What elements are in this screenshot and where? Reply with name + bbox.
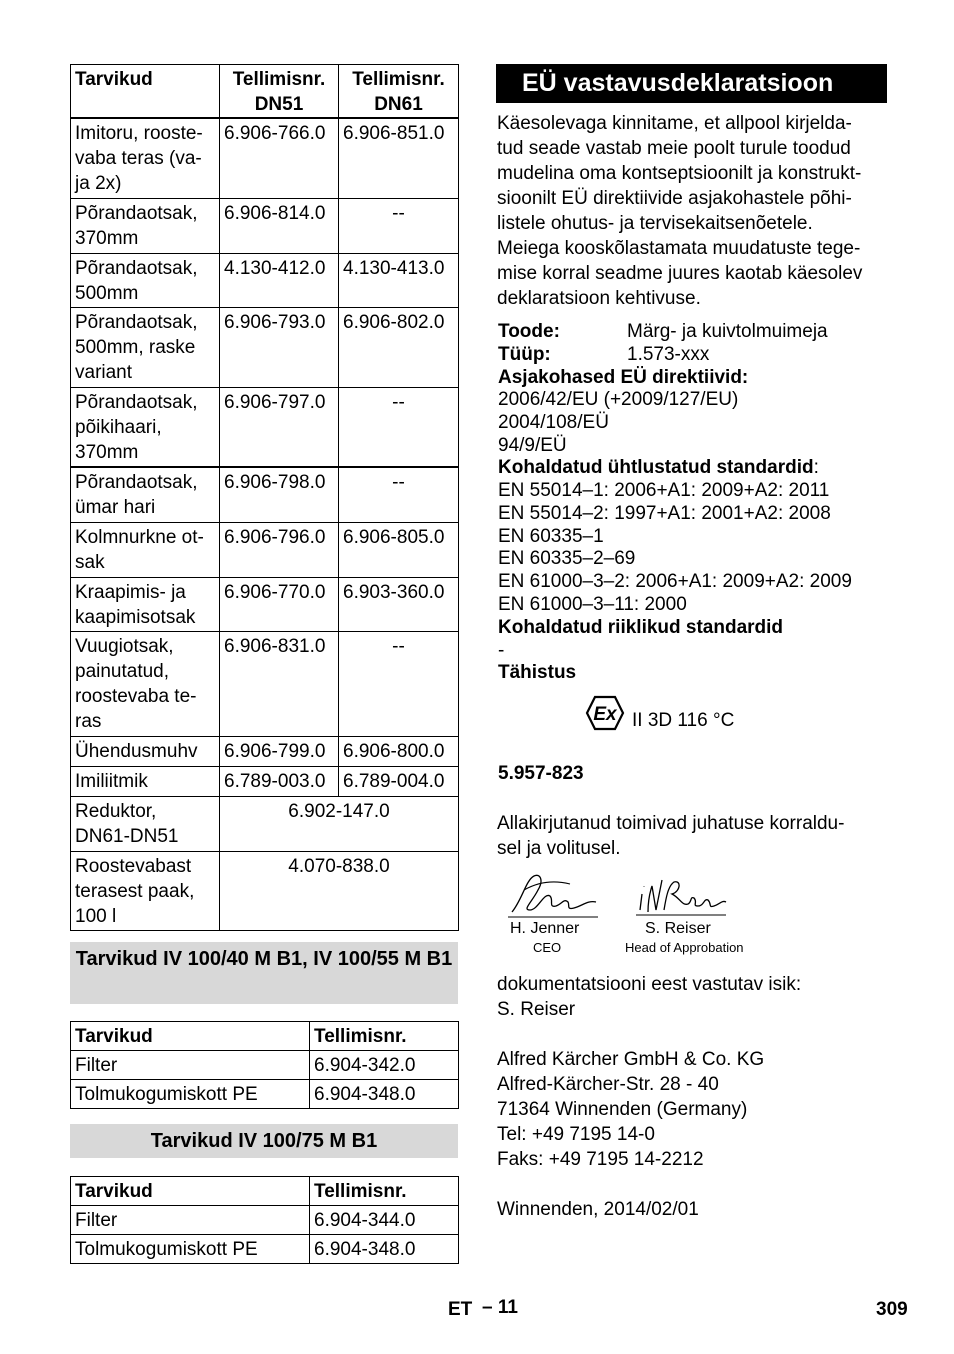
col-header-dn61: Tellimisnr. DN61 — [339, 65, 459, 119]
accessory-name: Filter — [71, 1206, 310, 1235]
statement-line: sel ja volitusel. — [497, 838, 621, 859]
order-no-dn61: 4.130-413.0 — [339, 253, 459, 307]
standard-item: EN 55014–1: 2006+A1: 2009+A2: 2011 — [498, 480, 830, 501]
order-no-dn61: 6.906-851.0 — [339, 118, 459, 198]
table-row — [71, 198, 459, 253]
order-no-dn61: 6.903-360.0 — [339, 577, 459, 631]
responsible-name: S. Reiser — [497, 999, 576, 1020]
accessory-name: Ühendusmuhv — [71, 736, 220, 766]
order-no-dn61: 6.906-805.0 — [339, 522, 459, 577]
svg-text:Ex: Ex — [593, 704, 617, 725]
table-header-row — [71, 1177, 459, 1206]
accessory-name: Roostevabast terasest paak, 100 l — [71, 851, 220, 930]
marking-label: Tähistus — [498, 662, 577, 683]
table-row — [71, 631, 459, 736]
table-row — [71, 467, 459, 522]
table-row — [71, 1206, 459, 1235]
accessory-name: Reduktor, DN61-DN51 — [71, 796, 220, 851]
table-row — [71, 253, 459, 307]
order-no-dn61: 6.906-800.0 — [339, 736, 459, 766]
table-header-row — [71, 1022, 459, 1051]
order-no-dn51: 6.906-797.0 — [220, 387, 339, 467]
responsible-label: dokumentatsiooni eest vastutav isik: — [497, 974, 802, 995]
address-line: Alfred-Kärcher-Str. 28 - 40 — [497, 1074, 719, 1095]
table-row — [71, 736, 459, 766]
accessory-name: Põrandaotsak, põikihaari, 370mm — [71, 387, 220, 467]
standard-item: EN 55014–2: 1997+A1: 2001+A2: 2008 — [498, 503, 831, 524]
type-value: 1.573-xxx — [627, 344, 710, 365]
company-address — [497, 1047, 897, 1172]
accessory-name: Tolmukogumiskott PE — [71, 1080, 310, 1109]
address-line: Tel: +49 7195 14-0 — [497, 1124, 655, 1145]
table-row — [71, 766, 459, 796]
intro-line: mise korral seadme juures kaotab käesolev — [497, 263, 863, 284]
standard-item: EN 61000–3–2: 2006+A1: 2009+A2: 2009 — [498, 571, 852, 592]
order-no: 6.904-348.0 — [310, 1080, 459, 1109]
section-heading-iv100-75: Tarvikud IV 100/75 M B1 — [70, 1124, 458, 1158]
intro-line: mudelina oma kontseptsioonilt ja konstrukt- — [497, 163, 862, 184]
intro-line: listele ohutus- ja tervisekaitsenõetele. — [497, 213, 813, 234]
order-no: 6.904-342.0 — [310, 1051, 459, 1080]
responsible-person — [497, 972, 897, 1022]
accessory-name: Kraapimis- ja kaapimisotsak — [71, 577, 220, 631]
accessory-name: Imiliitmik — [71, 766, 220, 796]
accessory-name: Kolmnurkne ot-sak — [71, 522, 220, 577]
footer-section-page: – 11 — [482, 1297, 518, 1318]
declaration-title: EÜ vastavusdeklaratsioon — [496, 64, 887, 103]
col-header-order-no: Tellimisnr. — [310, 1022, 459, 1051]
accessory-name: Põrandaotsak, ümar hari — [71, 467, 220, 522]
table-header-row — [71, 65, 459, 119]
table-row — [71, 577, 459, 631]
accessories-table — [70, 64, 459, 931]
col-header-accessories: Tarvikud — [71, 65, 220, 119]
col-header-accessories: Tarvikud — [71, 1022, 310, 1051]
standard-item: EN 60335–1 — [498, 526, 604, 547]
table-row — [71, 1051, 459, 1080]
signature-reiser — [634, 874, 730, 920]
table-row — [71, 307, 459, 387]
order-no-dn51: 6.906-793.0 — [220, 307, 339, 387]
accessory-name: Imitoru, rooste-vaba teras (va-ja 2x) — [71, 118, 220, 198]
order-no: 6.904-344.0 — [310, 1206, 459, 1235]
signed-statement — [497, 811, 897, 861]
order-no-dn61: -- — [339, 198, 459, 253]
order-no-dn61: -- — [339, 631, 459, 736]
directive-item: 94/9/EÜ — [498, 435, 567, 456]
accessory-name: Tolmukogumiskott PE — [71, 1235, 310, 1264]
address-line: 71364 Winnenden (Germany) — [497, 1099, 748, 1120]
declaration-intro — [497, 111, 897, 311]
intro-line: Meiega kooskõlastamata muudatuste tege- — [497, 238, 861, 259]
order-no-dn51: 6.789-003.0 — [220, 766, 339, 796]
document-number: 5.957-823 — [498, 763, 584, 784]
order-no-both: 6.902-147.0 — [220, 796, 459, 851]
standard-item: EN 61000–3–11: 2000 — [498, 594, 687, 615]
order-no-dn51: 6.906-814.0 — [220, 198, 339, 253]
standard-item: EN 60335–2–69 — [498, 548, 636, 569]
accessory-name: Põrandaotsak, 500mm — [71, 253, 220, 307]
directives-label: Asjakohased EÜ direktiivid: — [498, 367, 749, 388]
standards-heading — [498, 456, 819, 479]
product-label: Toode: — [498, 321, 560, 342]
footer-language: ET — [448, 1299, 473, 1320]
section-heading-iv100-40-55: Tarvikud IV 100/40 M B1, IV 100/55 M B1 — [70, 942, 458, 1004]
intro-line: tud seade vastab meie poolt turule toodud — [497, 138, 851, 159]
order-no-dn51: 4.130-412.0 — [220, 253, 339, 307]
directive-item: 2004/108/EÜ — [498, 412, 609, 433]
col-header-order-no: Tellimisnr. — [310, 1177, 459, 1206]
address-line: Alfred Kärcher GmbH & Co. KG — [497, 1049, 765, 1070]
accessory-name: Vuugiotsak, painutatud, roostevaba te-ras — [71, 631, 220, 736]
ex-symbol-icon — [585, 695, 625, 731]
address-line: Faks: +49 7195 14-2212 — [497, 1149, 704, 1170]
signer-role: CEO — [533, 940, 562, 955]
order-no-dn51: 6.906-799.0 — [220, 736, 339, 766]
order-no-dn61: 6.789-004.0 — [339, 766, 459, 796]
marking-value: II 3D 116 °C — [632, 710, 735, 731]
signer-name: H. Jenner — [510, 920, 580, 937]
order-no-dn61: 6.906-802.0 — [339, 307, 459, 387]
page-number: 309 — [876, 1299, 908, 1320]
signer-name: S. Reiser — [645, 920, 711, 937]
table-row — [71, 1235, 459, 1264]
intro-line: Käesolevaga kinnitame, et allpool kirjelda- — [497, 113, 852, 134]
table-row — [71, 851, 459, 930]
accessories-table-iv100-75 — [70, 1176, 459, 1264]
signature-jenner — [504, 870, 600, 920]
type-label: Tüüp: — [498, 344, 551, 365]
order-no-dn51: 6.906-798.0 — [220, 467, 339, 522]
col-header-dn51: Tellimisnr. DN51 — [220, 65, 339, 119]
place-date: Winnenden, 2014/02/01 — [497, 1199, 699, 1220]
order-no-dn51: 6.906-796.0 — [220, 522, 339, 577]
table-row — [71, 387, 459, 467]
signer-role: Head of Approbation — [625, 940, 744, 955]
table-row — [71, 118, 459, 198]
order-no-dn61: -- — [339, 387, 459, 467]
national-standards-value: - — [498, 640, 505, 661]
intro-line: deklaratsioon kehtivuse. — [497, 288, 701, 309]
accessory-name: Filter — [71, 1051, 310, 1080]
standards-colon: : — [813, 457, 819, 478]
col-header-accessories: Tarvikud — [71, 1177, 310, 1206]
table-row — [71, 522, 459, 577]
statement-line: Allakirjutanud toimivad juhatuse korraldu- — [497, 813, 845, 834]
order-no-dn61: -- — [339, 467, 459, 522]
order-no-both: 4.070-838.0 — [220, 851, 459, 930]
accessory-name: Põrandaotsak, 500mm, raske variant — [71, 307, 220, 387]
product-value: Märg- ja kuivtolmuimeja — [627, 321, 828, 342]
directive-item: 2006/42/EU (+2009/127/EU) — [498, 389, 739, 410]
order-no-dn51: 6.906-831.0 — [220, 631, 339, 736]
order-no-dn51: 6.906-766.0 — [220, 118, 339, 198]
intro-line: sioonilt EÜ direktiivide asjakohastele põhi- — [497, 188, 852, 209]
table-row — [71, 1080, 459, 1109]
order-no: 6.904-348.0 — [310, 1235, 459, 1264]
table-row — [71, 796, 459, 851]
accessories-table-iv100-40-55 — [70, 1021, 459, 1109]
national-standards-label: Kohaldatud riiklikud standardid — [498, 617, 784, 638]
accessory-name: Põrandaotsak, 370mm — [71, 198, 220, 253]
standards-label: Kohaldatud ühtlustatud standardid — [498, 457, 814, 478]
order-no-dn51: 6.906-770.0 — [220, 577, 339, 631]
